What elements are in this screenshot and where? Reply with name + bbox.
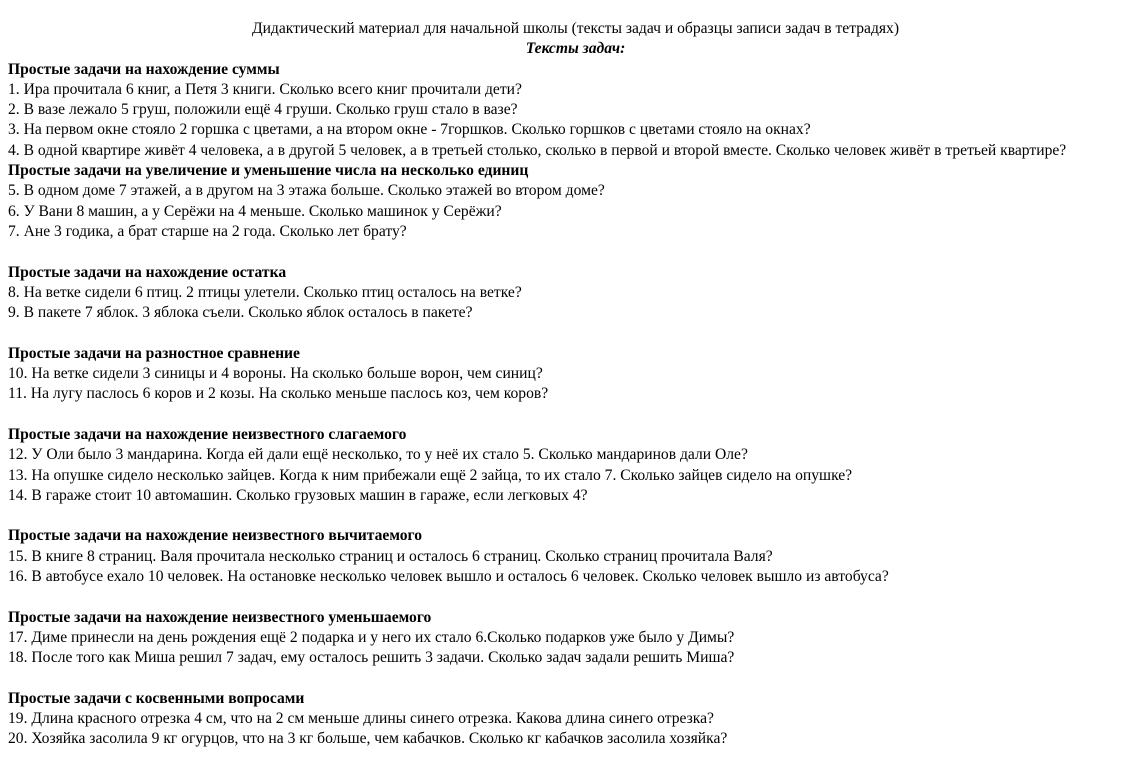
task-item: 14. В гараже стоит 10 автомашин. Сколько грузовых машин в гараже, если легковых 4? (8, 486, 588, 504)
section-unknown-subtrahend (8, 526, 1143, 587)
section-unknown-minuend (8, 608, 1143, 669)
section-spacer (8, 506, 1143, 526)
section-indirect-questions (8, 689, 1143, 750)
section-spacer (8, 242, 1143, 262)
task-item: 7. Ане 3 годика, а брат старше на 2 года. Сколько лет брату? (8, 222, 407, 240)
section-spacer (8, 405, 1143, 425)
task-item: 1. Ира прочитала 6 книг, а Петя 3 книги. Сколько всего книг прочитали дети? (8, 80, 522, 98)
task-item: 15. В книге 8 страниц. Валя прочитала несколько страниц и осталось 6 страниц. Сколько страниц прочитала Валя? (8, 547, 773, 565)
task-item: 16. В автобусе ехало 10 человек. На остановке несколько человек вышло и осталось 6 человек. Сколько человек вышло из автобуса? (8, 568, 889, 586)
section-remainder (8, 263, 1143, 324)
section-heading: Простые задачи на нахождение неизвестного уменьшаемого (8, 608, 432, 626)
document-title: Дидактический материал для начальной школы (тексты задач и образцы записи задач в тетрадях) (251, 20, 900, 37)
section-increase-decrease (8, 161, 1143, 242)
task-item: 18. После того как Миша решил 7 задач, ему осталось решить 3 задачи. Сколько задач задали решить Миша? (8, 649, 735, 667)
section-spacer (8, 587, 1143, 607)
section-heading: Простые задачи на нахождение неизвестного вычитаемого (8, 527, 423, 545)
section-heading: Простые задачи на нахождение неизвестного слагаемого (8, 425, 407, 443)
section-difference-comparison (8, 344, 1143, 405)
task-item: 13. На опушке сидело несколько зайцев. Когда к ним прибежали ещё 2 зайца, то их стало 7. Сколько зайцев сидело на опушке? (8, 466, 853, 484)
task-item: 6. У Вани 8 машин, а у Серёжи на 4 меньше. Сколько машинок у Серёжи? (8, 202, 502, 220)
document-page (8, 19, 1143, 750)
section-heading: Простые задачи на нахождение остатка (8, 263, 287, 281)
task-item: 8. На ветке сидели 6 птиц. 2 птицы улетели. Сколько птиц осталось на ветке? (8, 283, 522, 301)
task-item: 20. Хозяйка засолила 9 кг огурцов, что на 3 кг больше, чем кабачков. Сколько кг кабачков засолила хозяйка? (8, 730, 728, 748)
task-item: 12. У Оли было 3 мандарина. Когда ей дали ещё несколько, то у неё их стало 5. Сколько мандаринов дали Оле? (8, 446, 748, 464)
task-item: 11. На лугу паслось 6 коров и 2 козы. На сколько меньше паслось коз, чем коров? (8, 385, 549, 403)
section-unknown-addend (8, 425, 1143, 506)
section-heading: Простые задачи на увеличение и уменьшение числа на несколько единиц (8, 162, 529, 180)
task-item: 19. Длина красного отрезка 4 см, что на 2 см меньше длины синего отрезка. Какова длина синего отрезка? (8, 710, 714, 728)
section-heading: Простые задачи с косвенными вопросами (8, 689, 305, 707)
task-item: 10. На ветке сидели 3 синицы и 4 вороны. На сколько больше ворон, чем синиц? (8, 365, 543, 383)
task-item: 2. В вазе лежало 5 груш, положили ещё 4 груши. Сколько груш стало в вазе? (8, 101, 518, 119)
task-item: 4. В одной квартире живёт 4 человека, а в другой 5 человек, а в третьей столько, сколько в первой и второй вместе. Сколько человек живёт в третьей квартире? (8, 141, 1067, 159)
task-item: 9. В пакете 7 яблок. 3 яблока съели. Сколько яблок осталось в пакете? (8, 304, 473, 322)
document-subtitle: Тексты задач: (525, 40, 626, 58)
section-heading: Простые задачи на нахождение суммы (8, 60, 280, 78)
section-spacer (8, 669, 1143, 689)
task-item: 5. В одном доме 7 этажей, а в другом на 3 этажа больше. Сколько этажей во втором доме? (8, 182, 605, 200)
section-heading: Простые задачи на разностное сравнение (8, 344, 300, 362)
task-item: 17. Диме принесли на день рождения ещё 2 подарка и у него их стало 6.Сколько подарков уже было у Димы? (8, 628, 735, 646)
section-sum (8, 60, 1143, 161)
section-spacer (8, 323, 1143, 343)
task-item: 3. На первом окне стояло 2 горшка с цветами, а на втором окне - 7горшков. Сколько горшков с цветами стояло на окнах? (8, 121, 811, 139)
